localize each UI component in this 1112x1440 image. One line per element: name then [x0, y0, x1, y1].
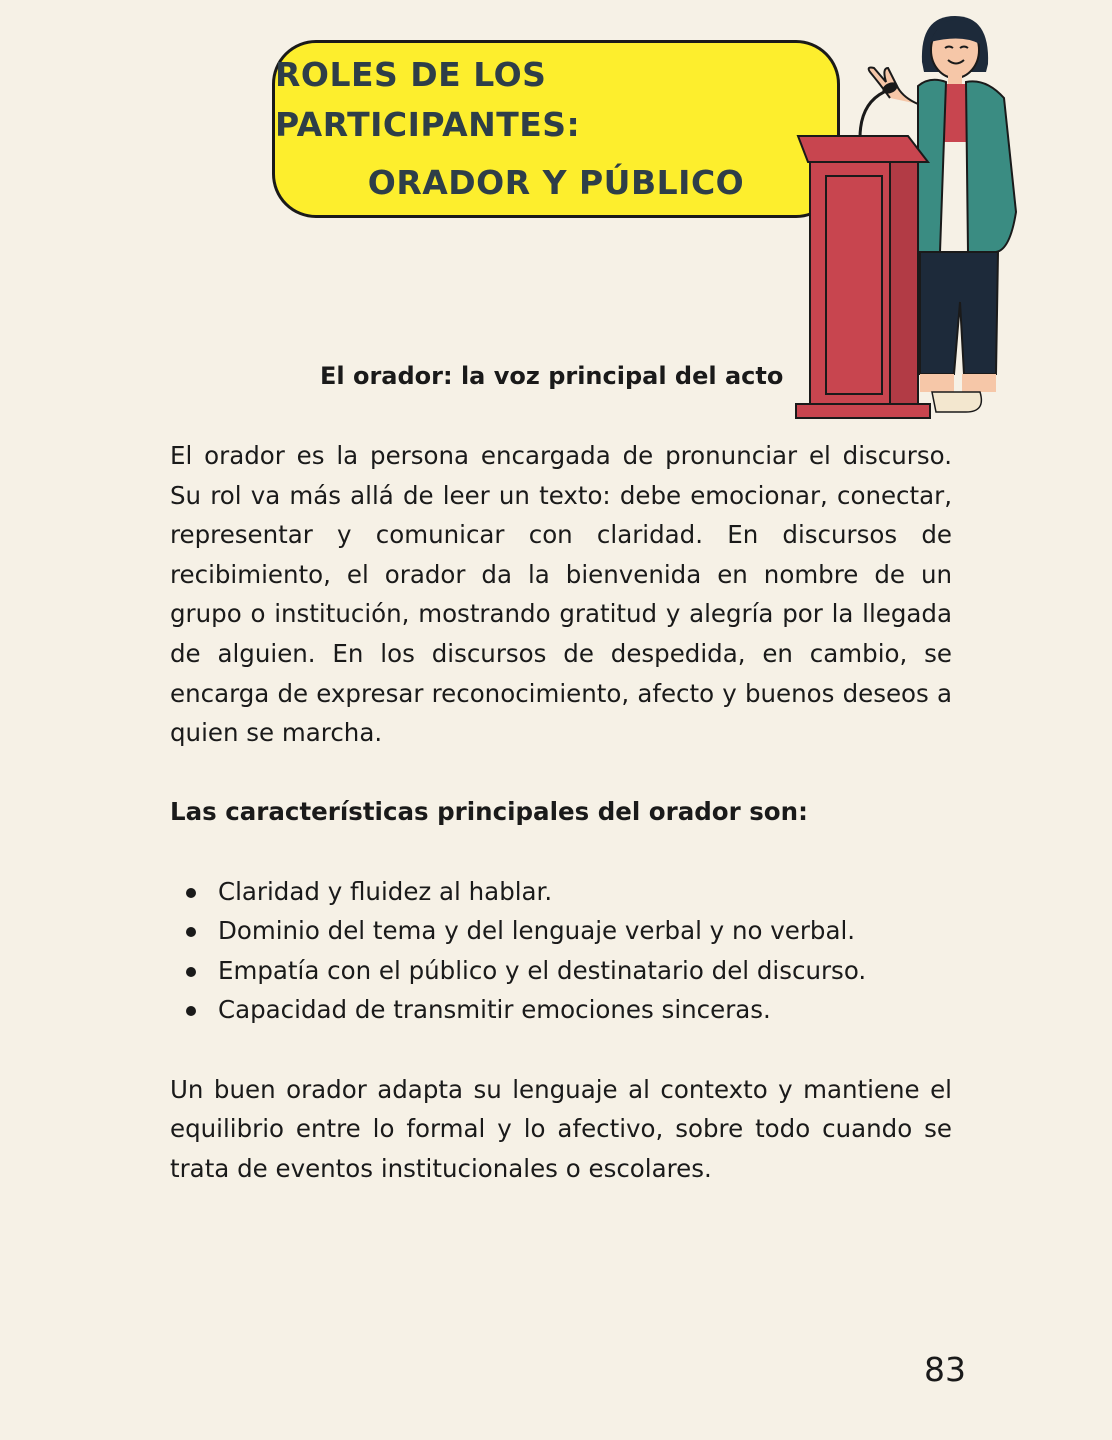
page-title-line-1: ROLES DE LOS PARTICIPANTES:	[275, 55, 581, 144]
spacer	[170, 753, 952, 793]
bullet-icon	[186, 1006, 196, 1016]
speaker-at-podium-icon	[790, 12, 1030, 422]
page-title-line-2: ORADOR Y PÚBLICO	[367, 163, 745, 202]
list-item-text: Empatía con el público y el destinatario del discurso.	[218, 955, 867, 985]
list-item-text: Claridad y fluidez al hablar.	[218, 876, 553, 906]
list-item	[170, 872, 952, 912]
page-number: 83	[924, 1350, 966, 1389]
spacer	[170, 1030, 952, 1070]
page-title-banner	[272, 40, 840, 218]
paragraph-intro: El orador es la persona encargada de pronunciar el discurso. Su rol va más allá de leer un texto: debe emocionar, conectar, representar y comunicar con claridad. En discursos de recibimiento, el orador da la bienvenida en nombre de un grupo o institución, mostrando gratitud y alegría por la llegada de alguien. En los discursos de despedida, en cambio, se encarga de expresar reconocimiento, afecto y buenos deseos a quien se marcha.	[170, 441, 952, 748]
characteristics-list	[170, 872, 952, 1030]
list-item	[170, 990, 952, 1030]
bullet-icon	[186, 888, 196, 898]
list-item	[170, 951, 952, 991]
paragraph-closing: Un buen orador adapta su lenguaje al contexto y mantiene el equilibrio entre lo formal y lo afectivo, sobre todo cuando se trata de eventos institucionales o escolares.	[170, 1074, 952, 1183]
list-heading: Las características principales del orador son:	[170, 797, 808, 827]
list-item-text: Capacidad de transmitir emociones sinceras.	[218, 995, 771, 1025]
bullet-icon	[186, 927, 196, 937]
bullet-icon	[186, 967, 196, 977]
section-subtitle: El orador: la voz principal del acto	[320, 362, 784, 390]
spacer	[170, 832, 952, 872]
list-item-text: Dominio del tema y del lenguaje verbal y no verbal.	[218, 916, 856, 946]
list-item	[170, 911, 952, 951]
main-content	[170, 436, 952, 1188]
